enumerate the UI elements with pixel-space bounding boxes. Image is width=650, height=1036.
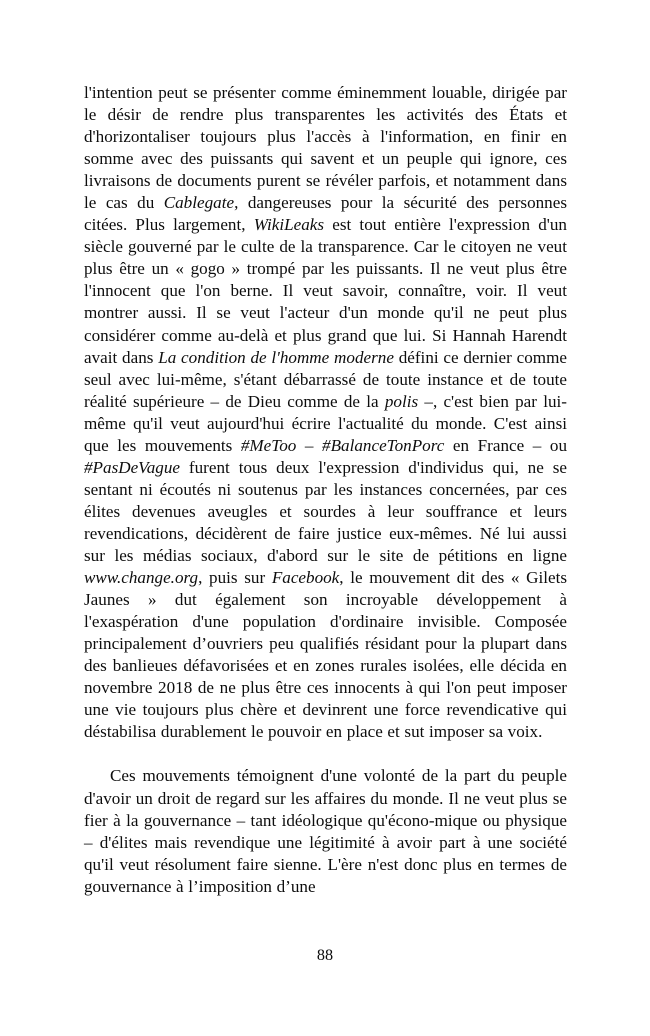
text-run: défini ce dernier comme seul avec lui-même, s'étant débarrassé de toute instance et de toute réalité supérieure – de Dieu comme de la (84, 347, 567, 411)
italic-run: #BalanceTonPorc (322, 435, 445, 455)
italic-run: www.change.org (84, 568, 199, 588)
italic-run: #PasDeVague (84, 457, 181, 477)
body-text-block (84, 82, 567, 898)
text-run: , puis sur (198, 568, 272, 588)
italic-run: La condition de l'homme moderne (158, 347, 394, 367)
page-number: 88 (316, 946, 334, 964)
paragraph-1 (84, 82, 567, 743)
italic-run: Cablegate (163, 193, 235, 213)
text-run: l'intention peut se présenter comme éminemment louable, dirigée par le désir de rendre plus transparentes les activités des États et d'horizontaliser toujours plus l'accès à l'information, en finir en somme avec des puissants qui savent et un peuple qui ignore, ces livraisons de documents purent se révéler parfois, et notamment dans le cas du (84, 83, 567, 213)
text-run: en France – ou (444, 435, 567, 455)
text-run: – (296, 435, 323, 455)
text-run: furent tous deux l'expression d'individus qui, ne se sentant ni écoutés ni soutenus par les instances concernées, par ces élites devenues aveugles et sourdes à leur souffrance et leurs revendications, décidèrent de faire justice eux-mêmes. Né lui aussi sur les médias sociaux, d'abord sur le site de pétitions en ligne (84, 457, 567, 565)
italic-run: #MeToo (240, 435, 297, 455)
paragraph-2 (84, 765, 567, 897)
text-run: , dangereuses pour la sécurité des personnes citées. Plus largement, (84, 193, 568, 235)
italic-run: WikiLeaks (253, 215, 325, 235)
text-run: est tout entière l'expression d'un siècle gouverné par le culte de la transparence. Car le citoyen ne veut plus être un « gogo » trompé par les puissants. Il ne veut plus être l'innocent que l'on berne. Il veut savoir, connaître, voir. Il veut montrer aussi. Il se veut l'acteur d'un monde qu'il ne peut plus considérer comme au-delà et plus grand que lui. Si Hannah Harendt avait dans (84, 215, 567, 367)
text-run: Ces mouvements témoignent d'une volonté de la part du peuple d'avoir un droit de regard sur les affaires du monde. Il ne veut plus se fier à la gouvernance – tant idéologique qu'écono-mique ou physique – d'élites mais revendique une légitimité à avoir part à une société qu'il veut résolument faire sienne. L'ère n'est donc plus en termes de gouvernance à l’imposition d’une (84, 766, 567, 896)
text-run: –, c'est bien par lui-même qu'il veut aujourd'hui écrire l'actualité du monde. C'est ainsi que les mouvements (84, 391, 567, 455)
italic-run: Facebook (271, 568, 340, 588)
italic-run: polis (384, 391, 419, 411)
text-run: , le mouvement dit des « Gilets Jaunes » dut également son incroyable développement à l'exaspération d'une population d'ordinaire invisible. Composée principalement d’ouvriers peu qualifiés résidant pour la plupart dans des banlieues défavorisées et en zones rurales isolées, elle décida en novembre 2018 de ne plus être ces innocents à qui l'on peut imposer une vie toujours plus chère et devinrent une force revendicative qui déstabilisa durablement le pouvoir en place et sut imposer sa voix. (84, 568, 567, 742)
